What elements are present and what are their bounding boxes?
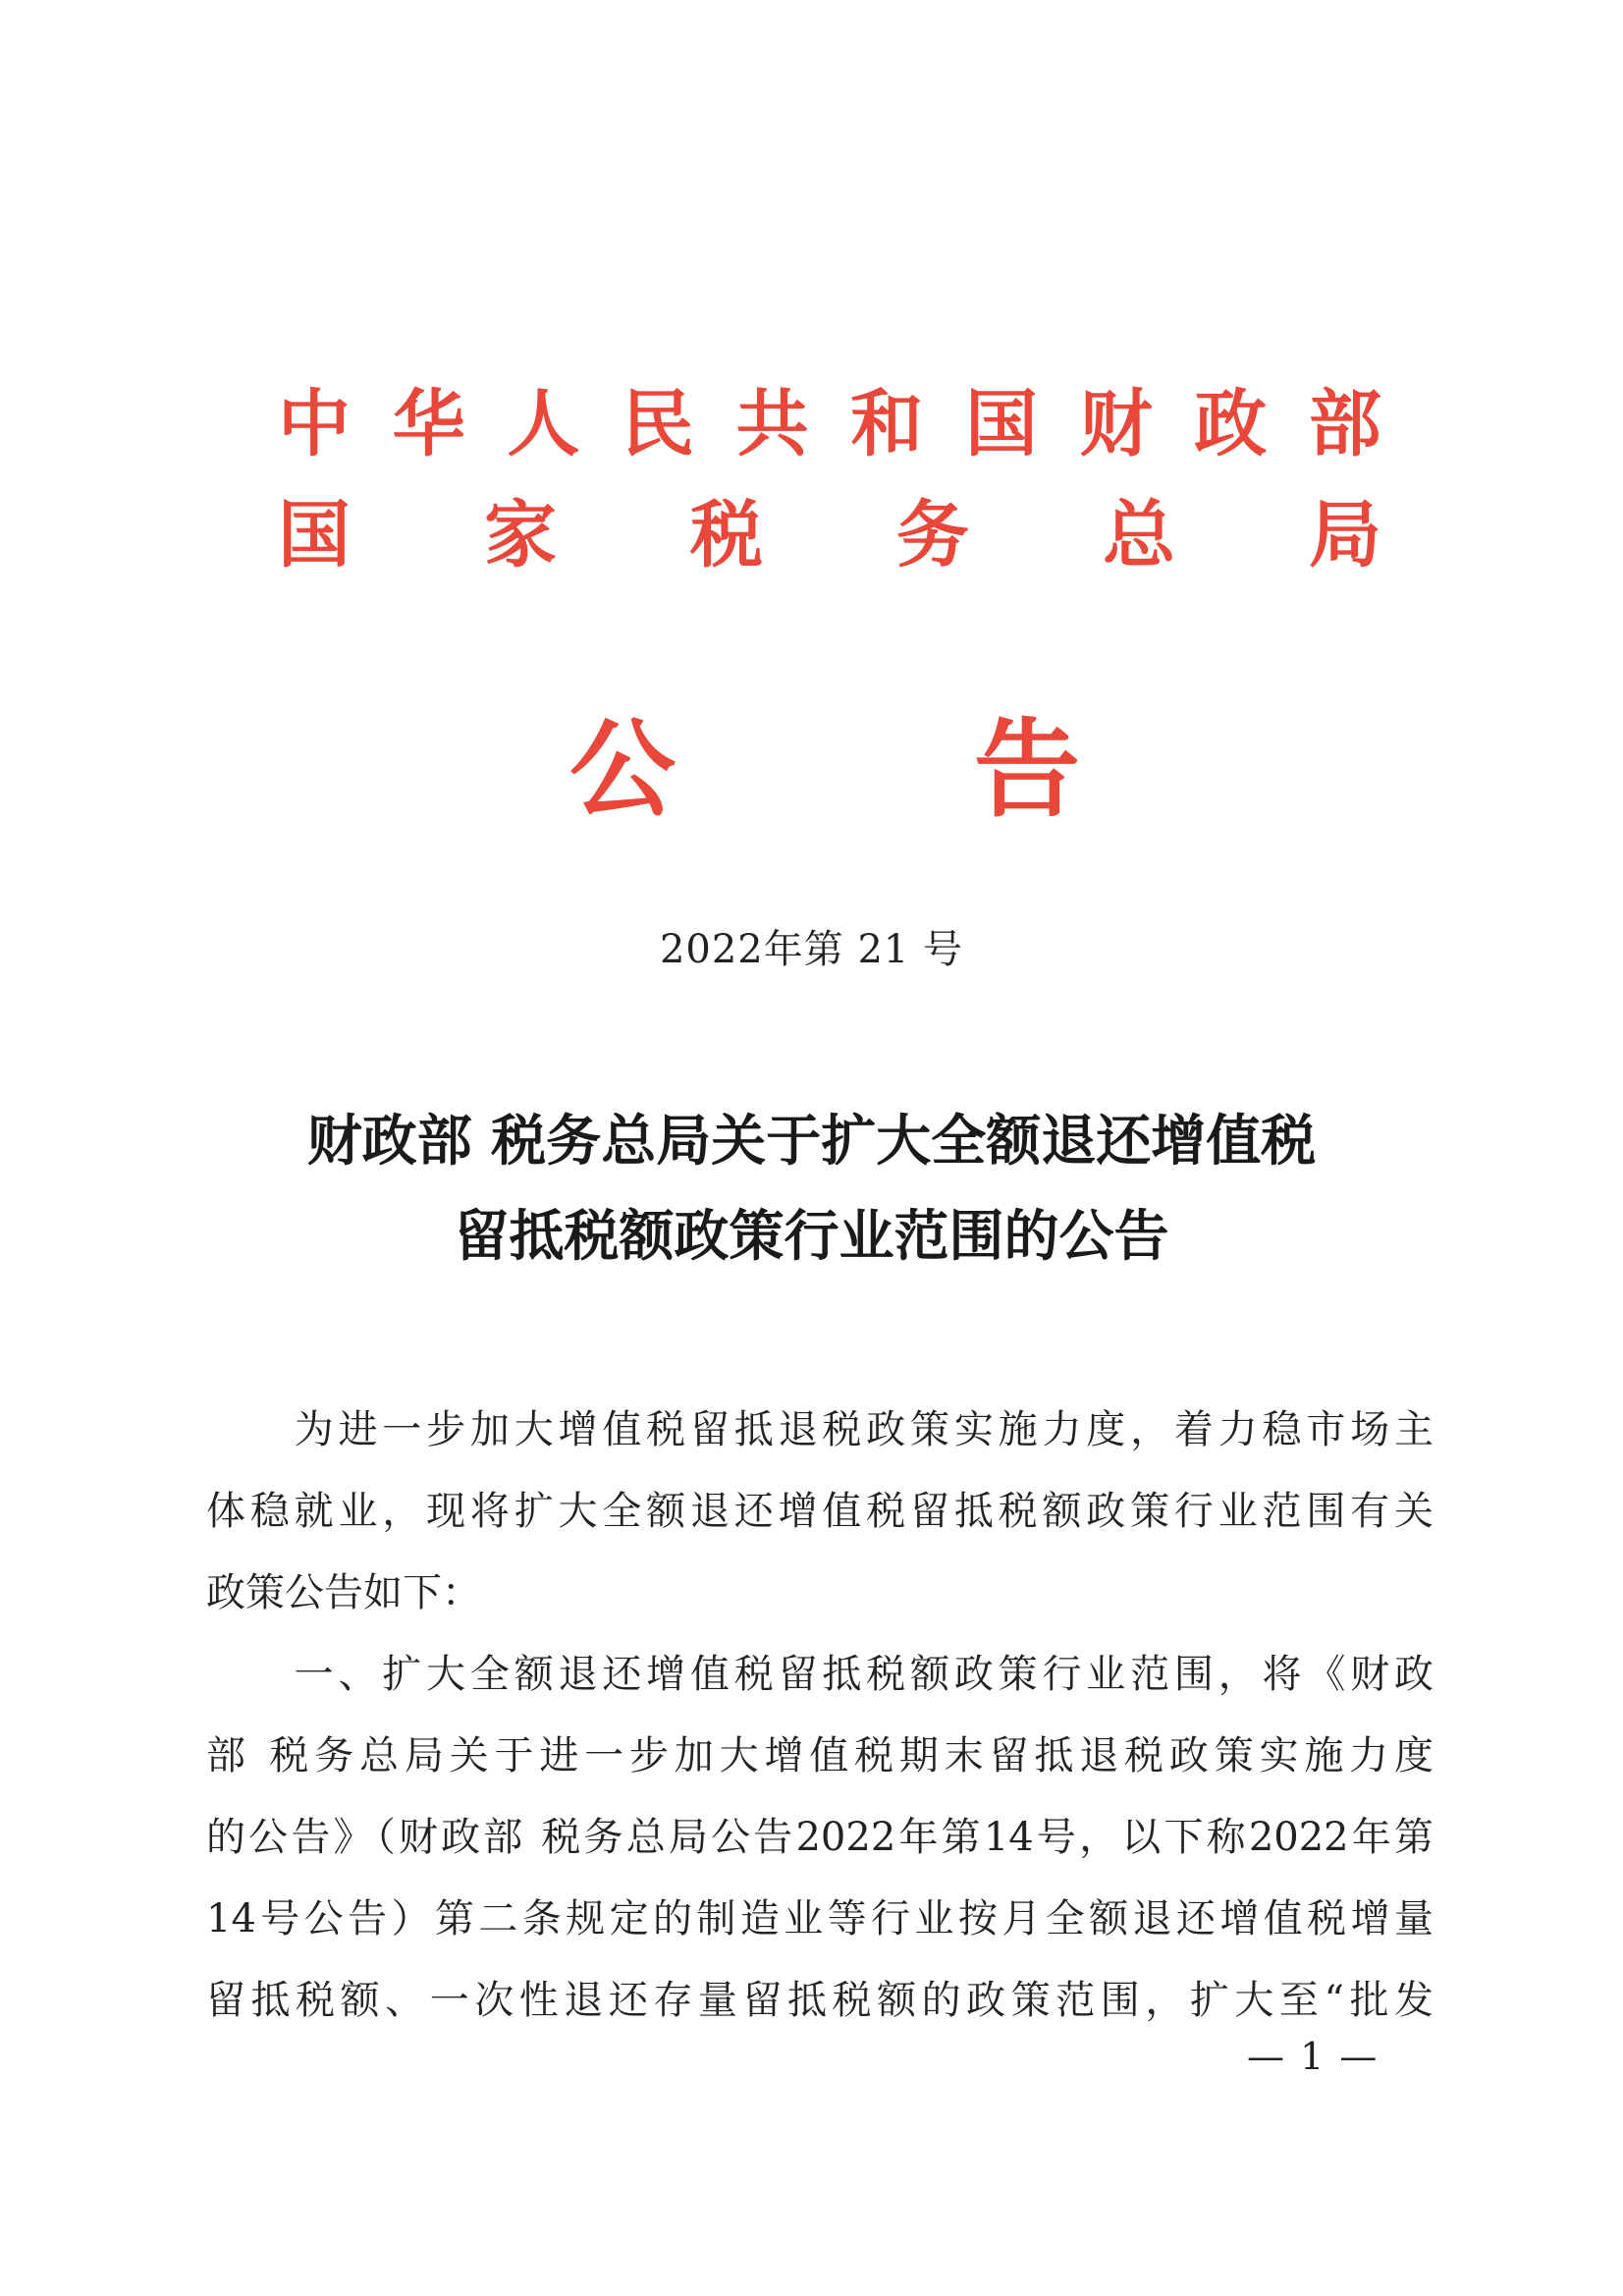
issuer-char: 国 <box>964 382 1038 466</box>
notice-heading <box>569 708 1080 832</box>
document-title-line-1: 财政部 税务总局关于扩大全额退还增值税 <box>306 1110 1317 1174</box>
issuer-char: 税 <box>690 493 763 577</box>
issuer-char: 家 <box>484 493 557 577</box>
notice-char: 公 <box>569 708 676 832</box>
body-text <box>206 1390 1434 2042</box>
issuer-char: 财 <box>1079 382 1153 466</box>
body-line: 体稳就业，现将扩大全额退还增值税留抵税额政策行业范围有关 <box>206 1489 1434 1534</box>
document-title-line-2: 留抵税额政策行业范围的公告 <box>454 1205 1169 1269</box>
issuer-char: 人 <box>507 382 580 466</box>
issuer-char: 中 <box>278 382 351 466</box>
issuer-char: 总 <box>1103 493 1175 577</box>
body-line: 部 税务总局关于进一步加大增值税期末留抵退税政策实施力度 <box>206 1733 1434 1778</box>
document-number: 2022年第 21 号 <box>659 927 964 972</box>
issuer-char: 局 <box>1309 493 1381 577</box>
issuer-char: 国 <box>278 493 351 577</box>
issuer-char: 民 <box>621 382 694 466</box>
issuer-char: 政 <box>1194 382 1268 466</box>
body-line: 14号公告）第二条规定的制造业等行业按月全额退还增值税增量 <box>206 1896 1434 1941</box>
body-line: 的公告》（财政部 税务总局公告2022年第14号，以下称2022年第 <box>206 1815 1434 1860</box>
notice-char: 告 <box>973 708 1080 832</box>
issuer-line-tax-administration <box>278 493 1381 577</box>
body-line: 留抵税额、一次性退还存量留抵税额的政策范围，扩大至“批发 <box>206 1978 1434 2023</box>
body-line: 为进一步加大增值税留抵退税政策实施力度，着力稳市场主 <box>206 1407 1434 1452</box>
page-number: — 1 — <box>1247 2035 1380 2078</box>
issuer-char: 务 <box>896 493 969 577</box>
issuer-char: 和 <box>850 382 924 466</box>
issuer-char: 部 <box>1308 382 1381 466</box>
issuer-line-ministry-of-finance <box>278 382 1381 466</box>
body-line: 一、扩大全额退还增值税留抵税额政策行业范围，将《财政 <box>206 1652 1434 1697</box>
body-line: 政策公告如下： <box>206 1570 481 1615</box>
issuer-char: 共 <box>735 382 809 466</box>
issuer-char: 华 <box>392 382 465 466</box>
